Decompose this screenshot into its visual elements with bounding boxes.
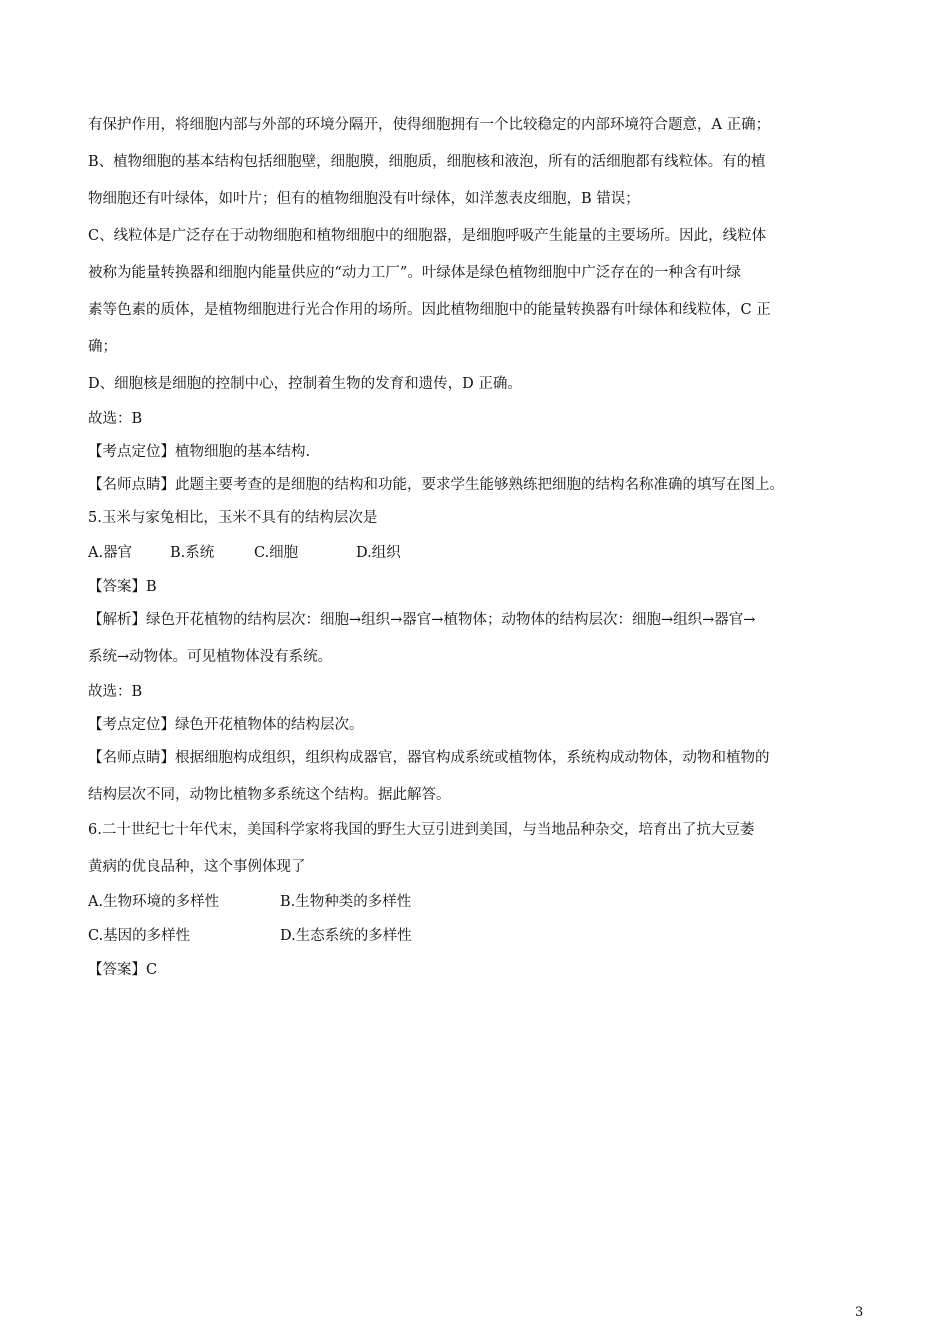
question-5-stem: 5.玉米与家兔相比，玉米不具有的结构层次是 [88,510,378,526]
text-line: 有保护作用，将细胞内部与外部的环境分隔开，使得细胞拥有一个比较稳定的内部环境符合题意，A 正确； [88,117,771,133]
text-line: 被称为能量转换器和细胞内能量供应的“动力工厂”。叶绿体是绿色植物细胞中广泛存在的一种含有叶绿 [88,265,741,281]
question-6-stem: 6.二十世纪七十年代末，美国科学家将我国的野生大豆引进到美国，与当地品种杂交，培育出了抗大豆萎 [88,822,755,838]
q6-option-d: D.生态系统的多样性 [280,928,412,944]
q5-option-d: D.组织 [356,545,401,561]
text-line: 素等色素的质体，是植物细胞进行光合作用的场所。因此植物细胞中的能量转换器有叶绿体和线粒体，C 正 [88,302,771,318]
q5-knowledge-point: 【考点定位】绿色开花植物体的结构层次。 [88,717,364,733]
q6-option-c: C.基因的多样性 [88,928,191,944]
text-line: D、细胞核是细胞的控制中心，控制着生物的发育和遗传，D 正确。 [88,376,522,392]
text-line: 物细胞还有叶绿体，如叶片；但有的植物细胞没有叶绿体，如洋葱表皮细胞，B 错误； [88,191,640,207]
q5-choice: 故选：B [88,684,143,700]
question-6-stem: 黄病的优良品种，这个事例体现了 [88,859,306,875]
q5-option-a: A.器官 [88,545,133,561]
q5-analysis: 【解析】绿色开花植物的结构层次：细胞→组织→器官→植物体；动物体的结构层次：细胞→组织→器官→ [88,612,756,628]
q5-teacher-tip: 【名师点睛】根据细胞构成组织，组织构成器官，器官构成系统或植物体，系统构成动物体，动物和植物的 [88,750,770,766]
text-line: C、线粒体是广泛存在于动物细胞和植物细胞中的细胞器，是细胞呼吸产生能量的主要场所。因此，线粒体 [88,228,767,244]
q5-answer: 【答案】B [88,579,157,595]
q5-option-c: C.细胞 [254,545,299,561]
q6-answer: 【答案】C [88,962,158,978]
text-line: B、植物细胞的基本结构包括细胞壁，细胞膜，细胞质，细胞核和液泡，所有的活细胞都有线粒体。有的植 [88,154,766,170]
q5-option-b: B.系统 [170,545,215,561]
text-line: 确； [88,339,117,355]
q5-analysis: 系统→动物体。可见植物体没有系统。 [88,649,333,665]
page-number: 3 [855,1305,864,1320]
knowledge-point: 【考点定位】植物细胞的基本结构. [88,444,311,460]
q5-teacher-tip: 结构层次不同，动物比植物多系统这个结构。据此解答。 [88,787,451,803]
q6-option-b: B.生物种类的多样性 [280,894,412,910]
q6-option-a: A.生物环境的多样性 [88,894,220,910]
choice-line: 故选：B [88,411,143,427]
teacher-tip: 【名师点睛】此题主要考查的是细胞的结构和功能，要求学生能够熟练把细胞的结构名称准确的填写在图上。 [88,477,784,493]
